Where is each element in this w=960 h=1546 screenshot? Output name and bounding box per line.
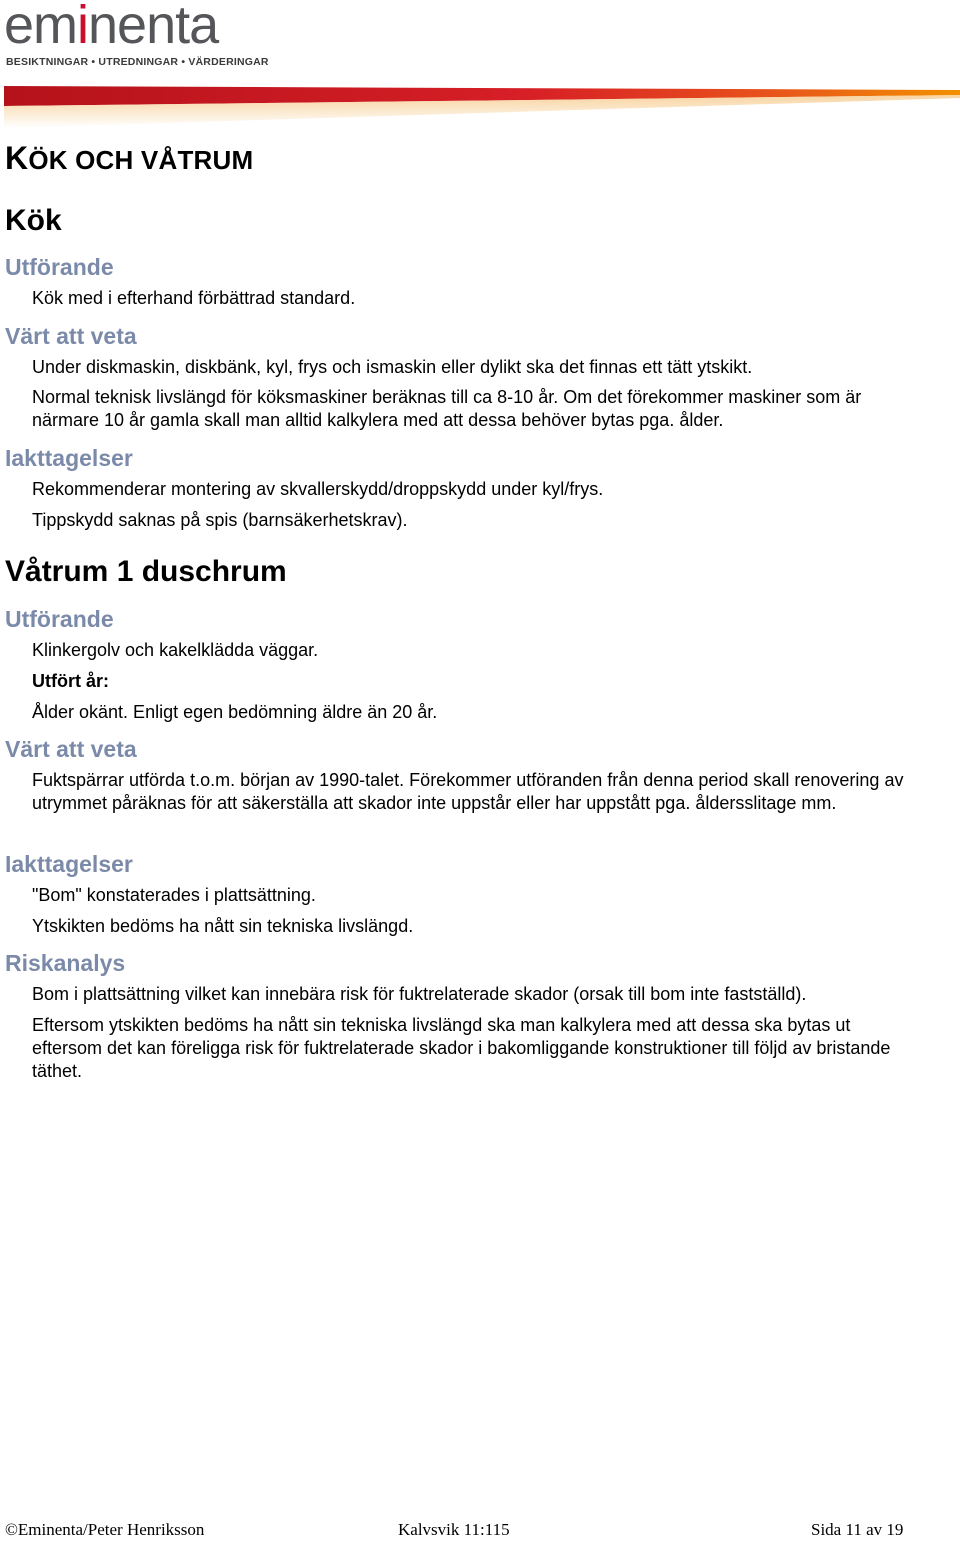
- vart-att-veta-text: Fuktspärrar utförda t.o.m. början av 1990-talet. Förekommer utföranden från denna period skall renovering av utrymmet påräknas för att säkerställa att skador inte uppstår eller har uppstått pga. åldersslitage mm.: [32, 770, 904, 813]
- utforande-text: Kök med i efterhand förbättrad standard.: [32, 288, 356, 308]
- header-brand-bar: [4, 84, 960, 128]
- heading-utforande: Utförande: [5, 606, 114, 632]
- heading-riskanalys: Riskanalys: [5, 950, 126, 976]
- footer-author: ©Eminenta/Peter Henriksson: [5, 1520, 205, 1539]
- iakttagelse-text: Ytskikten bedöms ha nått sin tekniska livslängd.: [32, 916, 414, 936]
- vart-att-veta-text: Normal teknisk livslängd för köksmaskiner beräknas till ca 8-10 år. Om det förekommer maskiner som är närmare 10 år gamla skall man alltid kalkylera med att dessa behöver bytas pga. ålder.: [32, 387, 862, 430]
- heading-iakttagelser: Iakttagelser: [5, 851, 133, 877]
- logo-wordmark: eminenta: [4, 0, 219, 55]
- footer-page-number: Sida 11 av 19: [811, 1520, 904, 1539]
- heading-iakttagelser: Iakttagelser: [5, 445, 133, 471]
- heading-vart-att-veta: Värt att veta: [5, 323, 137, 349]
- page-footer: [0, 1520, 960, 1546]
- iakttagelse-text: Rekommenderar montering av skvallerskydd/droppskydd under kyl/frys.: [32, 479, 604, 499]
- section-title-kok: Kök: [5, 204, 62, 237]
- iakttagelse-text: Tippskydd saknas på spis (barnsäkerhetskrav).: [32, 510, 408, 530]
- company-logo: [4, 0, 269, 74]
- iakttagelse-text: "Bom" konstaterades i plattsättning.: [32, 885, 316, 905]
- utforande-text: Klinkergolv och kakelklädda väggar.: [32, 640, 319, 660]
- logo-tagline: BESIKTNINGAR • UTREDNINGAR • VÄRDERINGAR: [6, 56, 269, 68]
- heading-vart-att-veta: Värt att veta: [5, 736, 137, 762]
- utfort-ar-text: Ålder okänt. Enligt egen bedömning äldre än 20 år.: [32, 702, 438, 722]
- vart-att-veta-text: Under diskmaskin, diskbänk, kyl, frys och ismaskin eller dylikt ska det finnas ett tätt ytskikt.: [32, 357, 753, 377]
- page-title: KÖK OCH VÅTRUM: [5, 140, 254, 176]
- footer-property: Kalvsvik 11:115: [398, 1520, 510, 1539]
- riskanalys-text: Bom i plattsättning vilket kan innebära risk för fuktrelaterade skador (orsak till bom inte fastställd).: [32, 984, 807, 1004]
- heading-utforande: Utförande: [5, 254, 114, 280]
- utfort-ar-label: Utfört år:: [32, 671, 109, 691]
- riskanalys-text: Eftersom ytskikten bedöms ha nått sin tekniska livslängd ska man kalkylera med att dessa ska bytas ut eftersom det kan föreligga risk för fuktrelaterade skador i bakomliggande konstruktioner till följd av bristande täthet.: [32, 1015, 891, 1081]
- section-title-vatrum: Våtrum 1 duschrum: [5, 555, 287, 588]
